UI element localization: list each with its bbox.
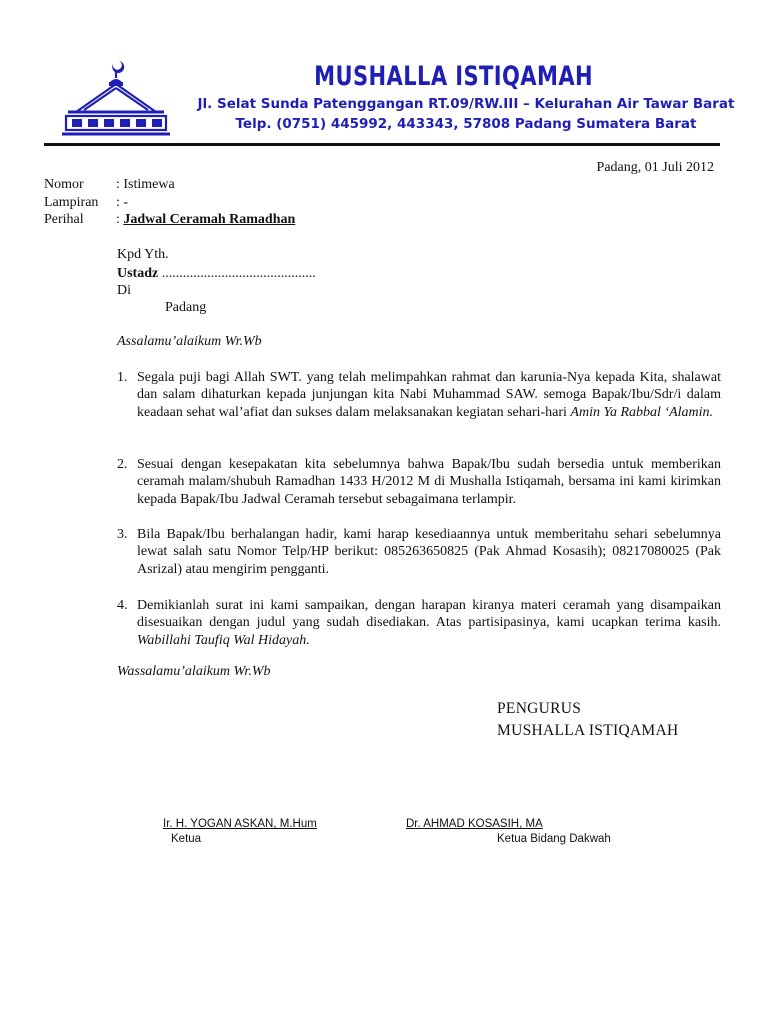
letterhead-phone: Telp. (0751) 445992, 443343, 57808 Padang Sumatera Barat — [235, 116, 697, 132]
recipient-city: Padang — [165, 300, 207, 315]
list-item-body — [137, 456, 721, 508]
list-item-italic: Amin Ya Rabbal ‘Alamin. — [570, 404, 714, 420]
recipient-ustadz — [117, 266, 316, 282]
list-item-body — [137, 369, 721, 421]
letterhead-divider — [44, 143, 720, 146]
signature-name: Dr. AHMAD KOSASIH, MA — [406, 818, 543, 830]
meta-perihal-value-wrap — [116, 212, 295, 228]
letterhead-address: Jl. Selat Sunda Patenggangan RT.09/RW.III – Kelurahan Air Tawar Barat — [197, 96, 735, 112]
recipient-ustadz-label: Ustadz — [117, 266, 159, 281]
meta-lampiran-label: Lampiran — [44, 195, 99, 210]
greeting: Assalamu’alaikum Wr.Wb — [117, 334, 262, 349]
meta-perihal-label: Perihal — [44, 212, 84, 227]
meta-nomor-label: Nomor — [44, 177, 84, 192]
signature-role: Ketua — [171, 833, 202, 845]
meta-nomor-value: : Istimewa — [116, 177, 175, 192]
mosque-logo-icon — [58, 54, 176, 138]
list-item-text: Segala puji bagi Allah SWT. yang telah melimpahkan rahmat dan karunia-Nya kepada Kita, shalawat dan salam dihaturkan kepada junjungan kita Nabi Muhammad SAW. semoga Bapak/Ibu/Sdr/i dalam keadaan sehat wal’afiat dan sukses dalam melaksanakan kegiatan sehari-hari — [137, 370, 721, 420]
closing-greeting: Wassalamu’alaikum Wr.Wb — [117, 664, 271, 679]
list-item-number: 1. — [117, 370, 128, 385]
meta-perihal-colon: : — [116, 212, 120, 227]
signature-role: Ketua Bidang Dakwah — [497, 833, 611, 845]
meta-lampiran-value: : - — [116, 195, 129, 210]
list-item-body — [137, 526, 721, 578]
list-item-body — [137, 597, 721, 649]
list-item-number: 4. — [117, 598, 128, 613]
place-date: Padang, 01 Juli 2012 — [596, 160, 714, 175]
list-item-number: 3. — [117, 527, 128, 542]
pengurus-line1: PENGURUS — [497, 700, 582, 717]
list-item-number: 2. — [117, 457, 128, 472]
list-item-text: Sesuai dengan kesepakatan kita sebelumnya bahwa Bapak/Ibu sudah bersedia untuk memberikan ceramah malam/shubuh Ramadhan 1433 H/2012 M di Mushalla Istiqamah, bersama ini kami kirimkan kepada Bapak/Ibu Jadwal Ceramah tersebut sebagaimana terlampir. — [137, 457, 721, 507]
letterhead-title: MUSHALLA ISTIQAMAH — [314, 61, 594, 92]
recipient-di: Di — [117, 283, 131, 298]
signature-name: Ir. H. YOGAN ASKAN, M.Hum — [163, 818, 317, 830]
recipient-ustadz-dots: ............................................ — [161, 266, 316, 281]
list-item-text: Demikianlah surat ini kami sampaikan, dengan harapan kiranya materi ceramah yang disampaikan disesuaikan dengan judul yang sudah disediakan. Atas partisipasinya, kami ucapkan terima kasih. — [137, 598, 721, 631]
recipient-kpd: Kpd Yth. — [117, 247, 169, 262]
list-item-italic: Wabillahi Taufiq Wal Hidayah. — [137, 632, 310, 648]
pengurus-line2: MUSHALLA ISTIQAMAH — [497, 722, 679, 739]
list-item-text: Bila Bapak/Ibu berhalangan hadir, kami harap kesediaannya untuk memberitahu sehari sebelumnya lewat salah satu Nomor Telp/HP berikut: 085263650825 (Pak Ahmad Kosasih); 08217080025 (Pak Asrizal) atau mengirim pengganti. — [137, 527, 721, 577]
meta-perihal-value: Jadwal Ceramah Ramadhan — [123, 212, 296, 227]
